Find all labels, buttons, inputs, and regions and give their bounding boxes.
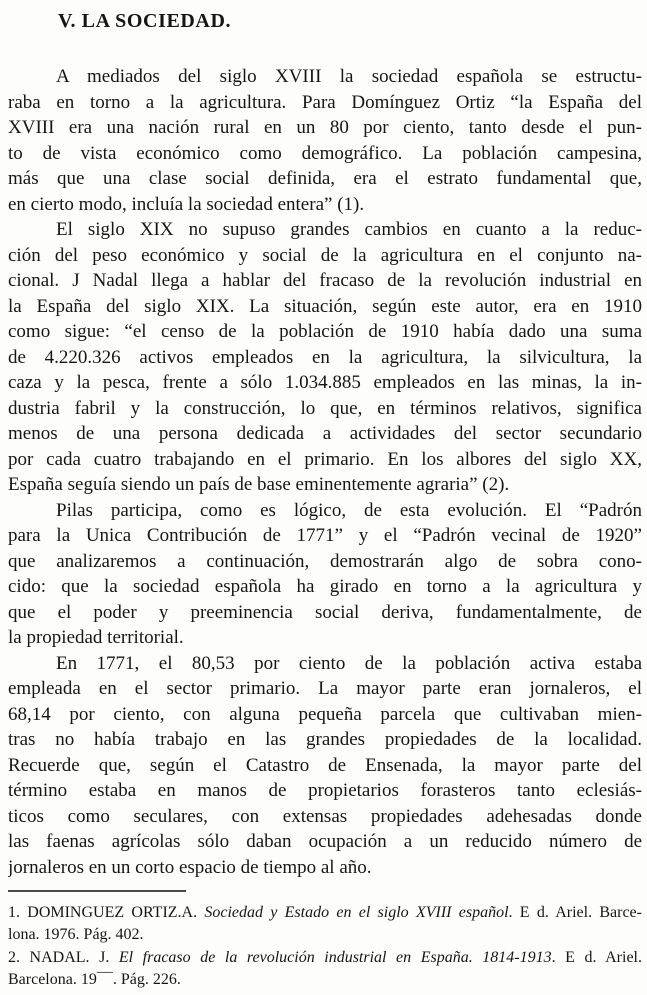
text-line: to de vista económico como demográfico. La población campesina, — [8, 142, 642, 164]
footnote-separator — [8, 890, 186, 892]
book-title-italic: El fracaso de la revolución industrial en España. 1814-1913 — [118, 948, 552, 966]
text-line: raba en torno a la agricultura. Para Domínguez Ortiz “la España del — [8, 91, 642, 113]
text-line: empleada en el sector primario. La mayor parte eran jornaleros, el — [8, 678, 642, 699]
footnotes — [8, 902, 642, 992]
footnote-text: . E d. Ariel. Barce- — [508, 904, 642, 921]
footnote-line — [8, 969, 642, 991]
text-line: menos de una persona dedicada a actividades del sector secundario — [8, 423, 642, 444]
text-line: jornaleros en un corto espacio de tiempo al año. — [8, 856, 372, 878]
text-line: cido: que la sociedad española ha girado en torno a la agricultura y — [8, 576, 642, 597]
footnote-text: lona. 1976. Pág. 402. — [8, 926, 144, 944]
paragraph — [8, 64, 642, 217]
text-line: dustria fabril y la construcción, lo que, en términos relativos, significa — [8, 397, 642, 419]
text-line: tras no había trabajo en las grandes propiedades de la localidad. — [8, 729, 642, 750]
text-line: cional. J Nadal llega a hablar del fracaso de la revolución industrial en — [8, 270, 642, 291]
footnote — [8, 902, 642, 947]
text-line: España seguía siendo un país de base eminentemente agraria” (2). — [8, 474, 510, 495]
text-line: que el poder y preeminencia social deriva, fundamentalmente, de — [8, 601, 642, 623]
text-line: El siglo XIX no supuso grandes cambios en cuanto a la reduc- — [56, 219, 642, 240]
book-title-italic: Sociedad y Estado en el siglo XVIII español — [204, 904, 509, 921]
footnote-text: 1. DOMINGUEZ ORTIZ.A. — [8, 904, 205, 921]
text-line: Recuerde que, según el Catastro de Ensenada, la mayor parte del — [8, 754, 642, 776]
text-line: en cierto modo, incluía la sociedad entera” (1). — [8, 193, 365, 215]
text-line: XVIII era una nación rural en un 80 por ciento, tanto desde el pun- — [8, 117, 642, 138]
text-line: ción del peso económico y social de la agricultura en el conjunto na- — [8, 244, 642, 266]
footnote-text: . E d. Ariel. — [551, 948, 642, 966]
footnote-text: 2. NADAL. J. — [8, 948, 119, 966]
text-line: ticos como seculares, con extensas propiedades adehesadas donde — [8, 805, 642, 827]
text-line: término estaba en manos de propietarios forasteros tanto eclesiás- — [8, 780, 642, 801]
text-line: de 4.220.326 activos empleados en la agricultura, la silvicultura, la — [8, 346, 642, 368]
text-line: que analizaremos a continuación, demostrarán algo de sobra cono- — [8, 550, 642, 572]
footnote-text: Barcelona. 19¯¯. Pág. 226. — [8, 971, 181, 989]
paragraph — [8, 651, 642, 881]
paragraph — [8, 498, 642, 651]
text-line: más que una clase social definida, era el estrato fundamental que, — [8, 168, 642, 189]
text-line: por cada cuatro trabajando en el primario. En los albores del siglo XX, — [8, 448, 642, 470]
footnote-line — [8, 924, 642, 946]
text-line: para la Unica Contribución de 1771” y el “Padrón vecinal de 1920” — [8, 525, 642, 546]
paragraph — [8, 217, 642, 498]
text-line: la España del siglo XIX. La situación, según este autor, era en 1910 — [8, 295, 642, 317]
text-line: A mediados del siglo XVIII la sociedad española se estructu- — [56, 66, 642, 87]
text-line: las faenas agrícolas sólo daban ocupación a un reducido número de — [8, 831, 642, 852]
text-line: caza y la pesca, frente a sólo 1.034.885 empleados en las minas, la in- — [8, 372, 642, 393]
footnote-line — [8, 947, 642, 969]
text-line: la propiedad territorial. — [8, 627, 184, 648]
text-line: Pilas participa, como es lógico, de esta evolución. El “Padrón — [56, 499, 642, 521]
text-line: 68,14 por ciento, con alguna pequeña parcela que cultivaban mien- — [8, 703, 642, 725]
chapter-title: V. LA SOCIEDAD. — [58, 10, 232, 32]
footnote-line — [8, 902, 642, 924]
body-text — [8, 64, 642, 880]
text-line: como sigue: “el censo de la población de 1910 había dado una suma — [8, 321, 642, 342]
text-line: En 1771, el 80,53 por ciento de la población activa estaba — [56, 652, 642, 674]
footnote — [8, 947, 642, 992]
